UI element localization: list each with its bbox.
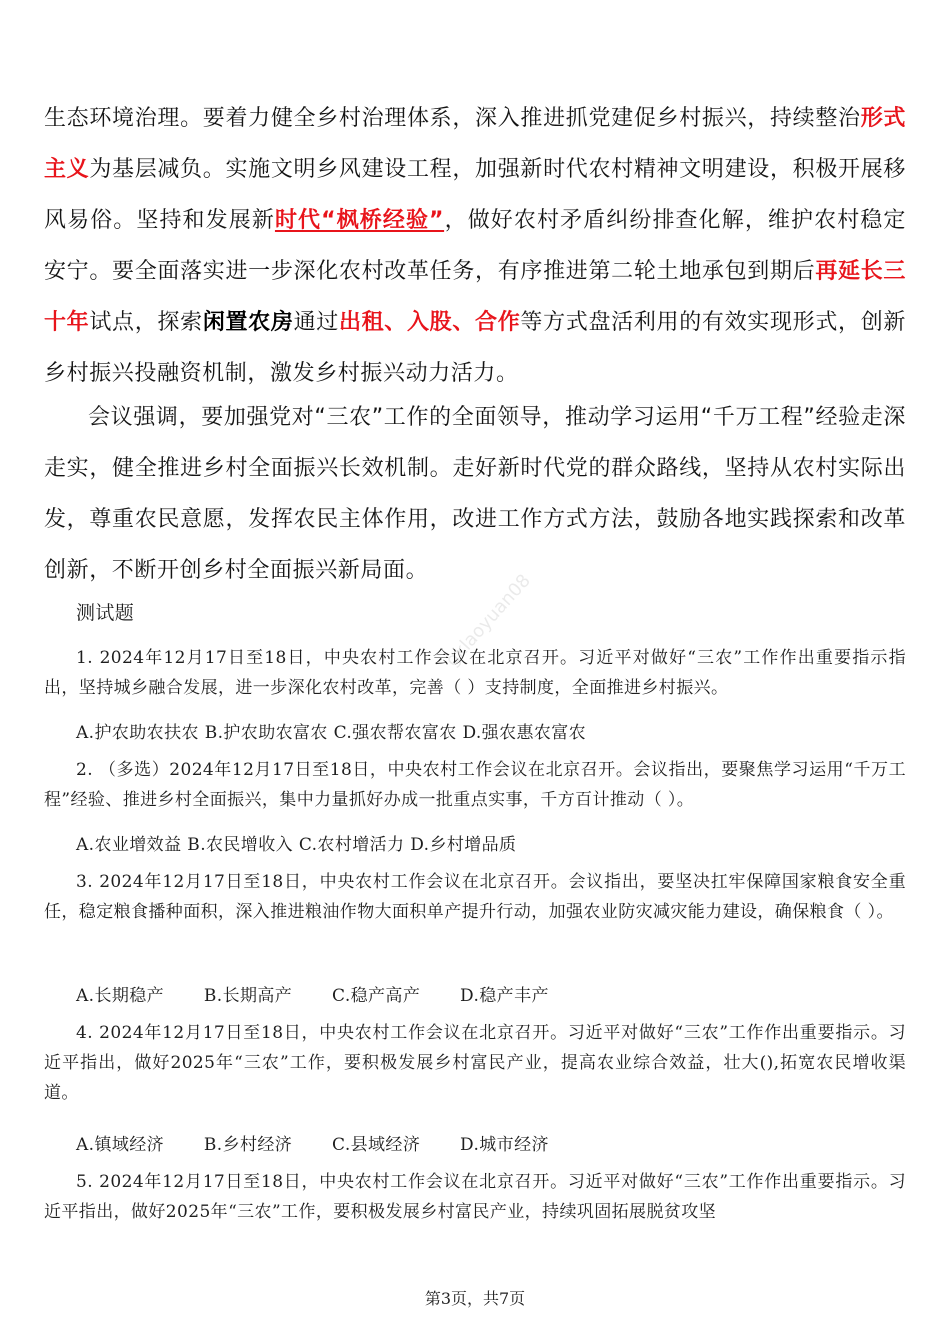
option-a: A.镇域经济: [76, 1135, 165, 1155]
question-2-options: [76, 830, 516, 860]
question-3-options: [76, 981, 549, 1011]
option-c: C.强农帮农富农: [333, 723, 457, 743]
paragraph-text: 生态环境治理。要着力健全乡村治理体系，深入推进抓党建促乡村振兴，持续整治: [44, 106, 861, 131]
question-4: 4. 2024年12月17日至18日，中央农村工作会议在北京召开。习近平对做好“三农”工作作出重要指示。习近平指出，做好2025年“三农”工作，要积极发展乡村富民产业，提高农业综合效益，壮大(),拓宽农民增收渠道。: [44, 1023, 906, 1103]
paragraph-meeting-emphasis: 会议强调，要加强党对“三农”工作的全面领导，推动学习运用“千万工程”经验走深走实，健全推进乡村全面振兴长效机制。走好新时代党的群众路线，坚持从农村实际出发，尊重农民意愿，发挥农民主体作用，改进工作方式方法，鼓励各地实践探索和改革创新，不断开创乡村全面振兴新局面。: [44, 405, 906, 583]
option-b: B.农民增收入: [187, 835, 293, 855]
option-d: D.城市经济: [460, 1135, 549, 1155]
highlight-idle-farmhouses: 闲置农房: [202, 310, 294, 335]
question-3: 3. 2024年12月17日至18日，中央农村工作会议在北京召开。会议指出，要坚决扛牢保障国家粮食安全重任，稳定粮食播种面积，深入推进粮油作物大面积单产提升行动，加强农业防灾减灾能力建设，确保粮食（ ）。: [44, 872, 906, 922]
quiz-title: 测试题: [76, 602, 135, 624]
paragraph-text: 等方式盘活利用的有效实现形式，创新乡村振兴投融资机制，激发乡村振兴动力活力。: [44, 310, 906, 386]
question-2: 2. （多选）2024年12月17日至18日，中央农村工作会议在北京召开。会议指出，要聚焦学习运用“千万工程”经验、推进乡村全面振兴，集中力量抓好办成一批重点实事，千方百计推动（ ）。: [44, 760, 906, 810]
option-b: B.护农助农富农: [204, 723, 328, 743]
paragraph-rural-governance: [44, 93, 906, 399]
highlight-rent-share-cooperate: 出租、入股、合作: [338, 310, 521, 335]
option-c: C.县域经济: [332, 1135, 421, 1155]
watermark: gklaoyuan08: [441, 570, 535, 671]
option-a: A.长期稳产: [76, 986, 165, 1006]
highlight-extend-thirty-years: 再延长三十年: [44, 259, 907, 335]
paragraph-text: ，做好农村矛盾纠纷排查化解，维护农村稳定安宁。要全面落实进一步深化农村改革任务，有序推进第二轮土地承包到期后: [44, 208, 906, 284]
option-c: C.稳产高产: [332, 986, 421, 1006]
question-1-options: [76, 718, 586, 748]
question-5: 5. 2024年12月17日至18日，中央农村工作会议在北京召开。习近平对做好“三农”工作作出重要指示。习近平指出，做好2025年“三农”工作，要积极发展乡村富民产业，持续巩固拓展脱贫攻坚: [44, 1172, 906, 1222]
option-d: D.稳产丰产: [460, 986, 549, 1006]
highlight-formalism: 形式主义: [44, 106, 907, 182]
option-a: A.农业增效益: [76, 835, 182, 855]
option-c: C.农村增活力: [298, 835, 405, 855]
option-b: B.乡村经济: [203, 1135, 293, 1155]
page-number: 第3页，共7页: [424, 1289, 526, 1308]
paragraph-text: 为基层减负。实施文明乡风建设工程，加强新时代农村精神文明建设，积极开展移风易俗。坚持和发展新: [44, 157, 906, 233]
option-d: D.强农惠农富农: [462, 723, 587, 743]
paragraph-text: 通过: [293, 310, 339, 335]
option-d: D.乡村增品质: [410, 835, 517, 855]
option-a: A.护农助农扶农: [76, 723, 199, 743]
highlight-fengqiao-experience: 时代“枫桥经验”: [274, 208, 445, 233]
question-1: 1. 2024年12月17日至18日，中央农村工作会议在北京召开。习近平对做好“三农”工作作出重要指示指出，坚持城乡融合发展，进一步深化农村改革，完善（ ）支持制度，全面推进乡村振兴。: [44, 648, 906, 698]
paragraph-text: 试点，探索: [89, 310, 203, 335]
option-b: B.长期高产: [203, 986, 293, 1006]
question-4-options: [76, 1130, 549, 1160]
